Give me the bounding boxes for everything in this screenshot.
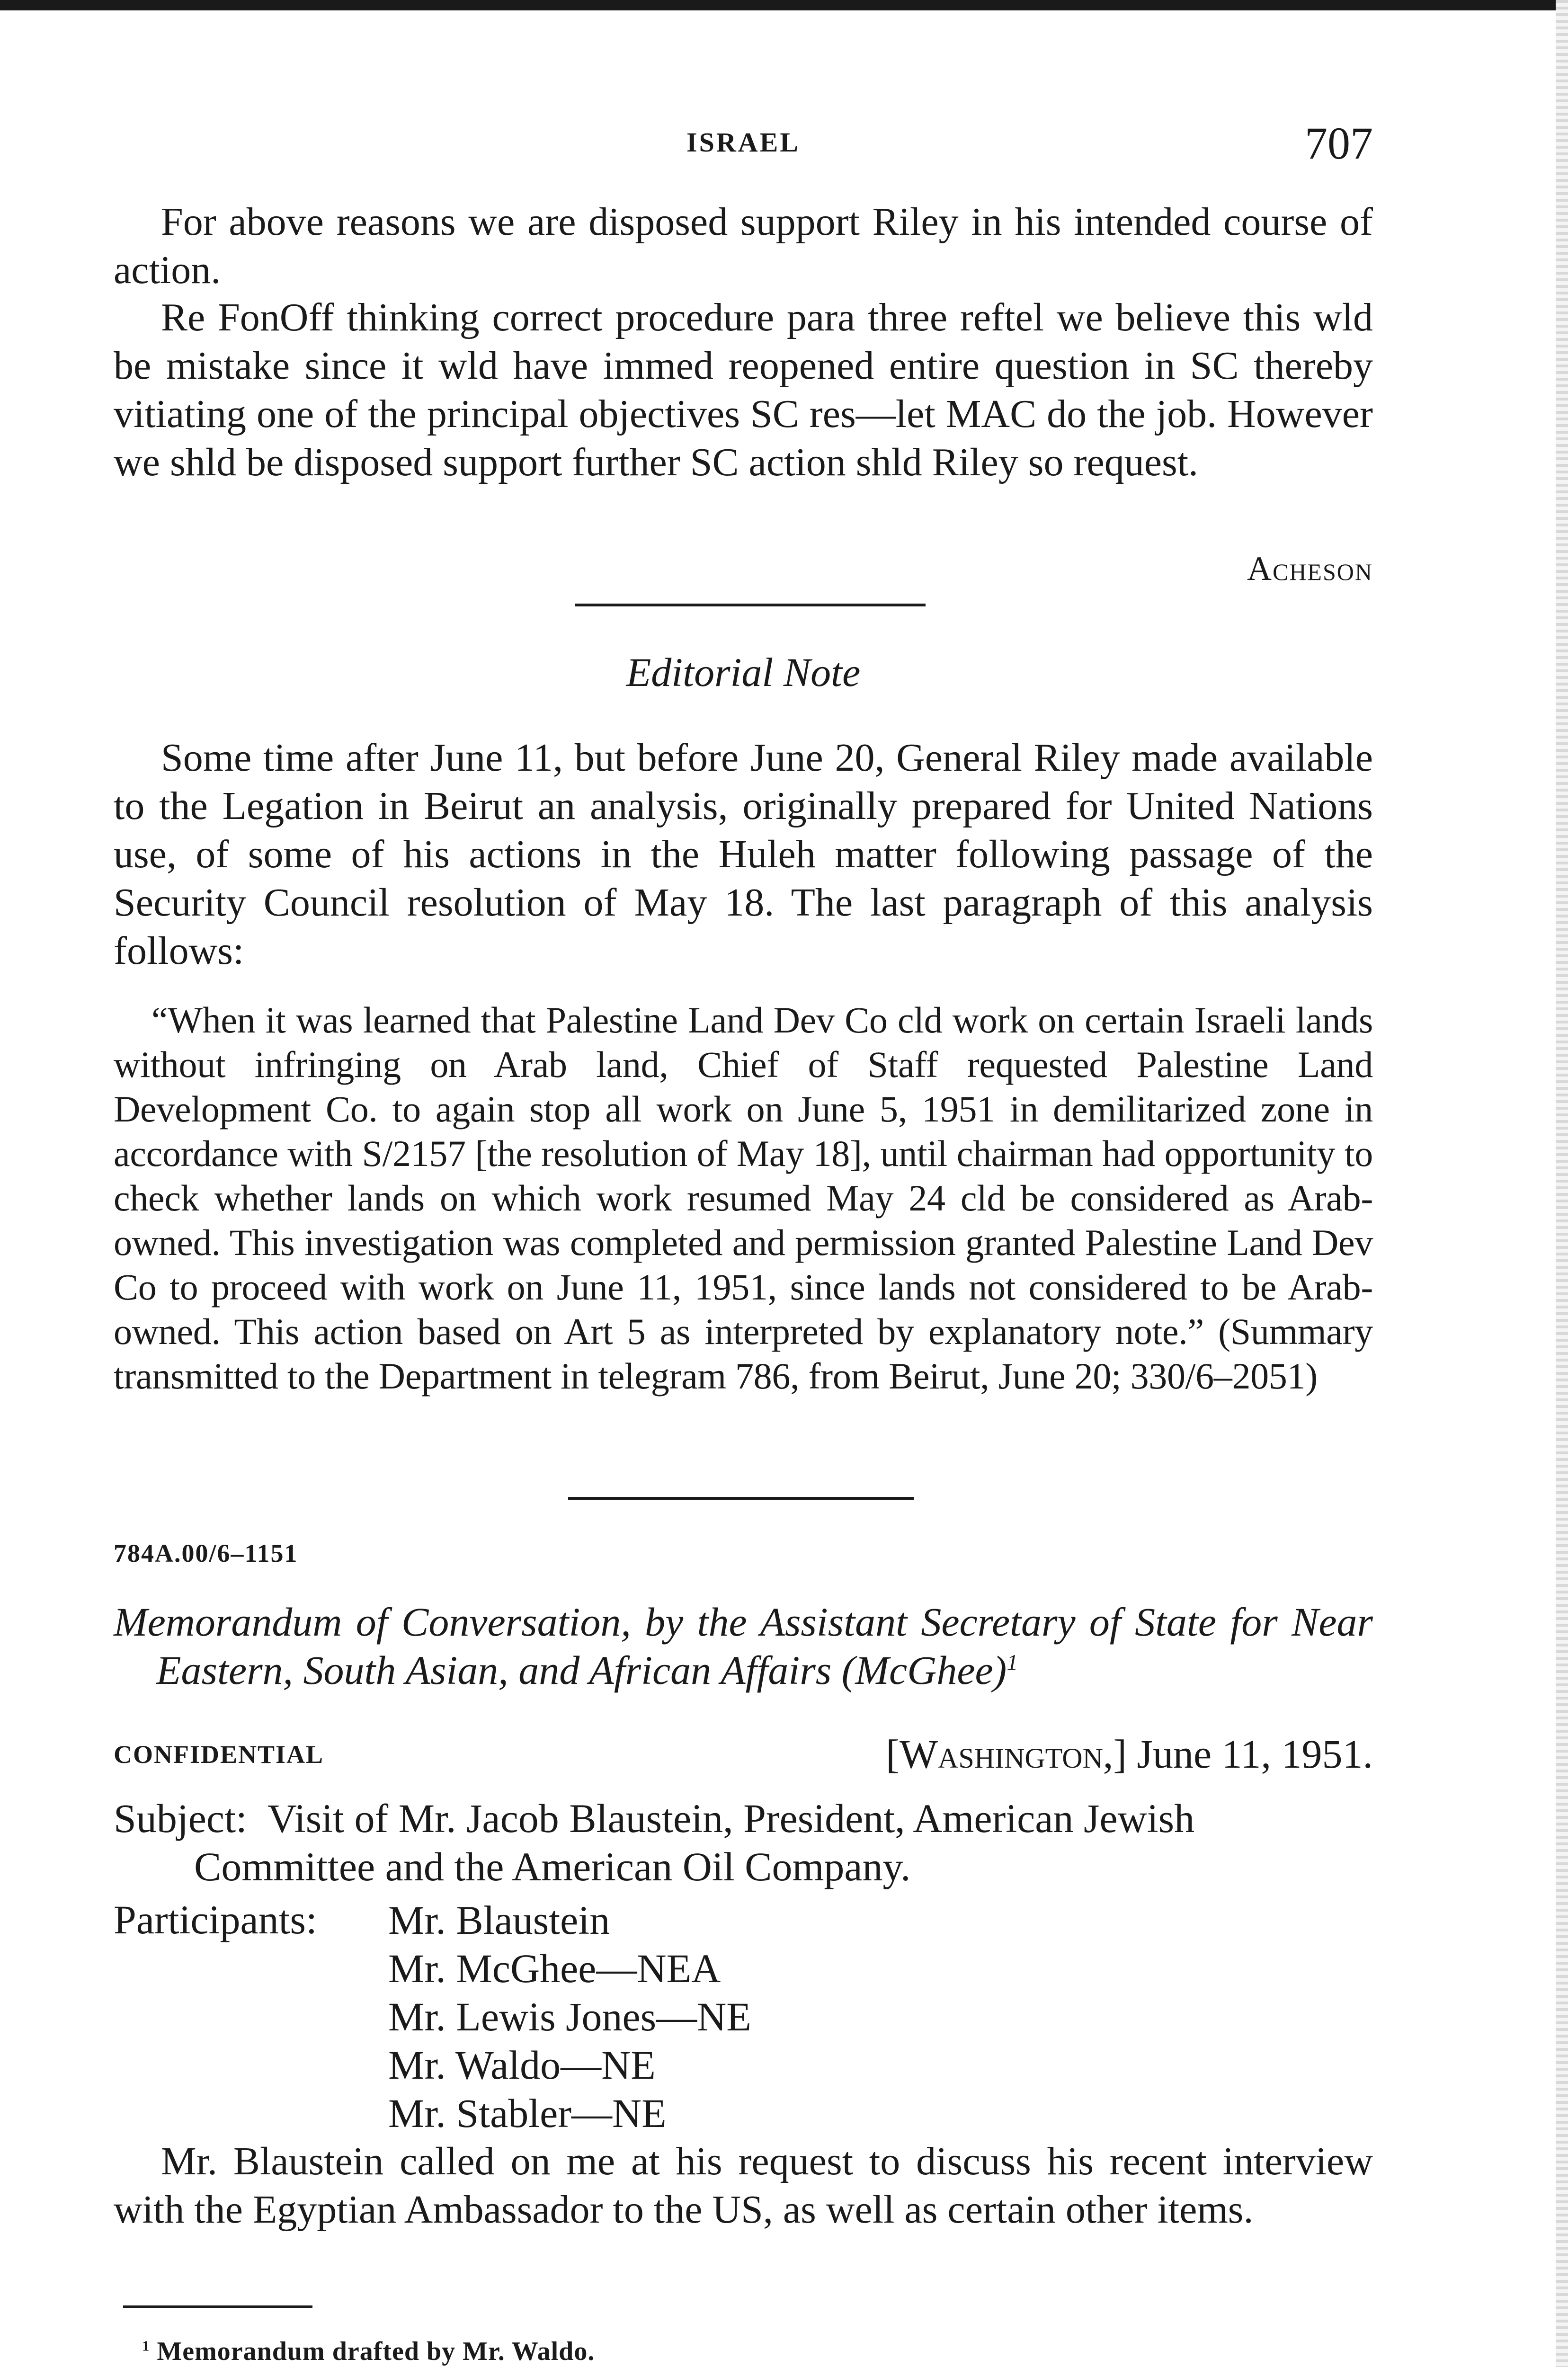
classification-label: CONFIDENTIAL — [114, 1740, 324, 1769]
memo-body-block — [114, 2137, 1373, 2234]
participant: Mr. Stabler—NE — [388, 2091, 667, 2136]
dateline-place: [Washington,] — [886, 1731, 1127, 1777]
editorial-note-paragraph: Some time after June 11, but before June 20, General Riley made available to the Legation in Beirut an analysis, originally prepared for United Nations use, of some of his actions in the Huleh matter following passage of the Security Council resolution of May 18. The last paragraph of this analysis follows: — [114, 736, 1373, 973]
document-page — [114, 0, 1373, 2367]
editorial-note-block — [114, 734, 1373, 975]
footnote-rule — [123, 2305, 312, 2308]
opening-paragraph-1-block — [114, 198, 1373, 294]
footnote-marker: 1 — [142, 2338, 150, 2354]
classification-row — [114, 1730, 1373, 1782]
opening-paragraph-2: Re FonOff thinking correct procedure para three reftel we believe this wld be mistake since it wld have immed reopened entire question in SC thereby vitiating one of the principal objectives SC res—let MAC do the job. However we shld be disposed support further SC action shld Riley so request. — [114, 295, 1373, 484]
dateline — [886, 1730, 1373, 1778]
memo-title — [114, 1598, 1373, 1694]
opening-paragraph-1: For above reasons we are disposed support Riley in his intended course of action. — [114, 200, 1373, 292]
quotation-block — [114, 998, 1373, 1398]
footnote — [142, 2336, 1401, 2367]
footnote-reference: 1 — [1007, 1650, 1018, 1675]
participants-list — [388, 1896, 751, 2137]
memo-title-text: Memorandum of Conversation, by the Assistant Secretary of State for Near Eastern, South Asian, and African Affairs (McGhee) — [114, 1599, 1373, 1693]
running-head — [114, 118, 1373, 173]
quotation-paragraph: “When it was learned that Palestine Land Dev Co cld work on certain Israeli lands without infringing on Arab land, Chief of Staff requested Palestine Land Development Co. to again stop all work on June 5, 1951 in demilitarized zone in accordance with S/2157 [the resolution of May 18], until chairman had opportunity to check whether lands on which work resumed May 24 cld be considered as Arab-owned. This investigation was completed and permission granted Palestine Land Dev Co to proceed with work on June 11, 1951, since lands not considered to be Arab-owned. This action based on Art 5 as interpreted by explanatory note.” (Summary transmitted to the Department in telegram 786, from Beirut, June 20; 330/6–2051) — [114, 999, 1373, 1397]
editorial-note-heading: Editorial Note — [626, 650, 861, 695]
participant: Mr. McGhee—NEA — [388, 1946, 721, 1991]
participant: Mr. Waldo—NE — [388, 2042, 656, 2088]
file-number: 784A.00/6–1151 — [114, 1539, 298, 1567]
subject-label: Subject: — [114, 1796, 247, 1841]
subject-block — [114, 1794, 1373, 1891]
dateline-date: June 11, 1951. — [1137, 1731, 1373, 1777]
section-divider — [575, 604, 926, 606]
participant: Mr. Lewis Jones—NE — [388, 1994, 751, 2039]
subject-text: Visit of Mr. Jacob Blaustein, President, American Jewish Committee and the American Oil Company. — [194, 1796, 1195, 1889]
subject-line — [114, 1794, 1373, 1891]
page-number: 707 — [1305, 118, 1373, 169]
running-head-title: ISRAEL — [686, 127, 800, 158]
signature: Acheson — [1247, 550, 1373, 587]
opening-paragraph-2-block — [114, 294, 1373, 487]
memo-body-paragraph: Mr. Blaustein called on me at his request to discuss his recent interview with the Egyptian Ambassador to the US, as well as certain other items. — [114, 2139, 1373, 2232]
page-edge-shadow — [1556, 0, 1568, 2367]
participant: Mr. Blaustein — [388, 1897, 610, 1943]
participants-label: Participants: — [114, 1897, 317, 1942]
section-divider — [568, 1497, 914, 1500]
footnote-text: Memorandum drafted by Mr. Waldo. — [157, 2337, 595, 2366]
memo-title-block — [114, 1598, 1373, 1694]
